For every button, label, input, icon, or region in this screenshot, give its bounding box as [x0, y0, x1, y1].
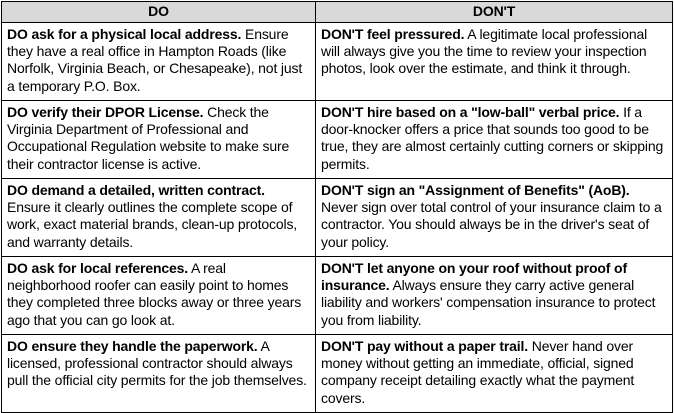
table-row	[2, 335, 673, 413]
do-column-header: DO	[2, 2, 316, 23]
dont-column-header: DON'T	[316, 2, 673, 23]
do-text: Ensure it clearly outlines the complete scope of work, exact material brands, clean-up protocols, and warranty details.	[7, 199, 298, 250]
dont-text: A legitimate local professional will always give you the time to review your inspection photos, look over the estimate, and think it through.	[321, 26, 648, 77]
do-dont-table	[1, 1, 673, 413]
do-cell	[2, 179, 316, 257]
table-row	[2, 179, 673, 257]
table-row	[2, 257, 673, 335]
dont-cell	[316, 23, 673, 101]
do-cell	[2, 335, 316, 413]
dont-lead: DON'T hire based on a "low-ball" verbal price.	[321, 104, 620, 120]
dont-lead: DON'T pay without a paper trail.	[321, 338, 528, 354]
dont-cell	[316, 101, 673, 179]
dont-lead: DON'T sign an "Assignment of Benefits" (AoB).	[321, 182, 630, 198]
dont-cell	[316, 335, 673, 413]
do-text: A real neighborhood roofer can easily point to homes they completed three blocks away or three years ago that you can go look at.	[7, 260, 302, 328]
do-text: Ensure they have a real office in Hampton Roads (like Norfolk, Virginia Beach, or Chesapeake), not just a temporary P.O. Box.	[7, 26, 303, 94]
dont-lead: DON'T feel pressured.	[321, 26, 465, 42]
do-text: Check the Virginia Department of Professional and Occupational Regulation website to make sure their contractor license is active.	[7, 104, 290, 172]
do-lead: DO demand a detailed, written contract.	[7, 182, 265, 198]
dont-text: Never sign over total control of your insurance claim to a contractor. You should always be in the driver's seat of your policy.	[321, 199, 662, 250]
header-row	[2, 2, 673, 23]
dont-text: Always ensure they carry active general liability and workers' compensation insurance to protect you from liability.	[321, 277, 656, 328]
table-row	[2, 101, 673, 179]
table-row	[2, 23, 673, 101]
do-lead: DO ensure they handle the paperwork.	[7, 338, 258, 354]
dont-text: Never hand over money without getting an immediate, official, signed company receipt detailing exactly what the payment covers.	[321, 338, 635, 406]
do-text: A licensed, professional contractor should always pull the official city permits for the job themselves.	[7, 338, 307, 389]
do-cell	[2, 23, 316, 101]
do-cell	[2, 101, 316, 179]
do-lead: DO ask for local references.	[7, 260, 188, 276]
do-lead: DO verify their DPOR License.	[7, 104, 204, 120]
dont-text: If a door-knocker offers a price that sounds too good to be true, they are almost certainly cutting corners or skipping permits.	[321, 104, 664, 172]
dont-cell	[316, 257, 673, 335]
dont-lead: DON'T let anyone on your roof without proof of insurance.	[321, 260, 627, 294]
do-cell	[2, 257, 316, 335]
dont-cell	[316, 179, 673, 257]
do-lead: DO ask for a physical local address.	[7, 26, 242, 42]
